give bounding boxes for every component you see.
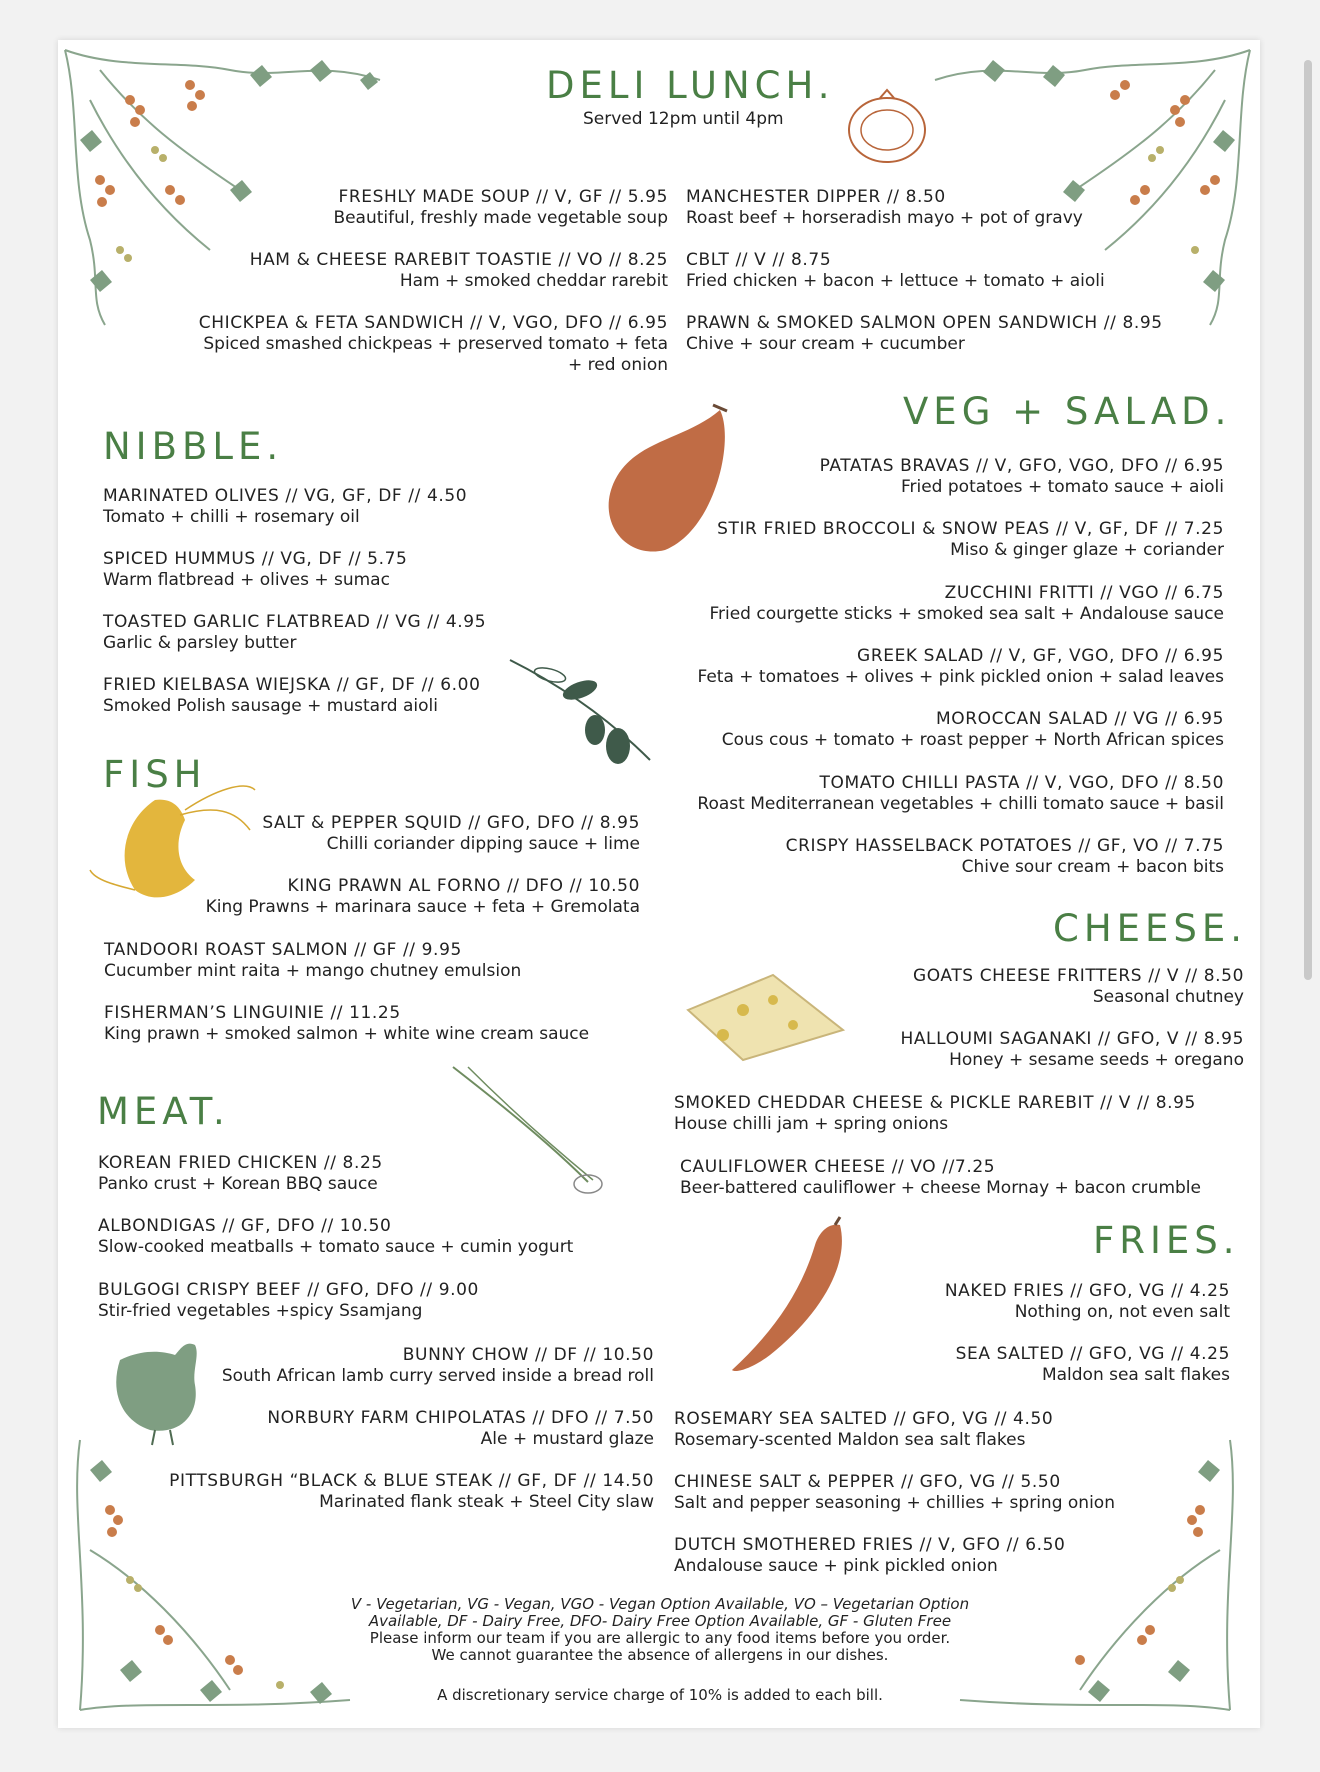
item-description: Tomato + chilli + rosemary oil [103,507,360,527]
item-name: KOREAN FRIED CHICKEN // 8.25 [98,1153,383,1173]
menu-item [913,966,1244,1008]
item-description: King Prawns + marinara sauce + feta + Gremolata [205,897,640,917]
menu-item [686,313,1163,355]
item-name: CHINESE SALT & PEPPER // GFO, VG // 5.50 [674,1472,1061,1492]
item-name: SEA SALTED // GFO, VG // 4.25 [955,1344,1230,1364]
menu-item [697,646,1224,688]
item-name: MARINATED OLIVES // VG, GF, DF // 4.50 [103,486,468,506]
item-description-continued: + red onion [568,355,668,375]
veg-salad-heading: VEG + SALAD. [903,390,1232,433]
item-description: Miso & ginger glaze + coriander [950,540,1224,560]
menu-item [674,1535,1065,1577]
item-description: South African lamb curry served inside a bread roll [221,1366,654,1386]
fish-heading: FISH [103,753,207,796]
item-name: CAULIFLOWER CHEESE // VO //7.25 [680,1157,996,1177]
item-description: Cous cous + tomato + roast pepper + North African spices [721,730,1224,750]
menu-item [686,187,1083,229]
item-name: BUNNY CHOW // DF // 10.50 [402,1345,654,1365]
item-name: STIR FRIED BROCCOLI & SNOW PEAS // V, GF, DF // 7.25 [717,519,1224,539]
menu-item [103,549,407,591]
item-description: Roast beef + horseradish mayo + pot of gravy [686,208,1083,228]
item-description: Maldon sea salt flakes [1041,1365,1230,1385]
item-description: Salt and pepper seasoning + chillies + spring onion [674,1493,1115,1513]
item-description: Cucumber mint raita + mango chutney emulsion [104,961,522,981]
menu-item [169,1471,654,1513]
page-title: DELI LUNCH. [546,64,835,107]
menu-item [104,1003,589,1045]
item-description: King prawn + smoked salmon + white wine cream sauce [104,1024,590,1044]
fries-heading: FRIES. [1093,1219,1240,1262]
item-description: Ham + smoked cheddar rarebit [399,271,668,291]
item-name: CHICKPEA & FETA SANDWICH // V, VGO, DFO // 6.95 [198,313,668,333]
menu-item [262,813,640,855]
item-name: HALLOUMI SAGANAKI // GFO, V // 8.95 [900,1029,1244,1049]
menu-item [250,250,668,292]
item-name: ZUCCHINI FRITTI // VGO // 6.75 [944,583,1224,603]
chilli-illustration [730,1215,850,1375]
menu-item [697,773,1224,815]
item-name: FRIED KIELBASA WIEJSKA // GF, DF // 6.00 [103,675,481,695]
item-name: NORBURY FARM CHIPOLATAS // DFO // 7.50 [267,1408,654,1428]
item-description: Garlic & parsley butter [103,633,297,653]
item-description: Fried chicken + bacon + lettuce + tomato + aioli [686,271,1105,291]
item-description: Smoked Polish sausage + mustard aioli [103,696,438,716]
legend-line-1: V - Vegetarian, VG - Vegan, VGO - Vegan Option Available, VO – Vegetarian Option [350,1595,970,1613]
dietary-legend [280,1596,1040,1664]
item-description: Honey + sesame seeds + oregano [949,1050,1244,1070]
item-name: SMOKED CHEDDAR CHEESE & PICKLE RAREBIT // V // 8.95 [674,1093,1196,1113]
item-name: GOATS CHEESE FRITTERS // V // 8.50 [912,966,1244,986]
allergy-notice-2: We cannot guarantee the absence of allergens in our dishes. [431,1646,889,1664]
menu-item [206,876,640,918]
menu-item [820,456,1224,498]
item-description: Roast Mediterranean vegetables + chilli tomato sauce + basil [697,794,1224,814]
item-description: Spiced smashed chickpeas + preserved tomato + feta [203,334,668,354]
item-description: Chilli coriander dipping sauce + lime [326,834,640,854]
item-name: BULGOGI CRISPY BEEF // GFO, DFO // 9.00 [98,1280,479,1300]
item-name: ROSEMARY SEA SALTED // GFO, VG // 4.50 [674,1409,1054,1429]
item-name: HAM & CHEESE RAREBIT TOASTIE // VO // 8.25 [249,250,668,270]
item-description: Rosemary-scented Maldon sea salt flakes [674,1430,1026,1450]
item-name: ALBONDIGAS // GF, DFO // 10.50 [98,1216,392,1236]
item-name: MANCHESTER DIPPER // 8.50 [686,187,946,207]
item-description: Andalouse sauce + pink pickled onion [674,1556,998,1576]
menu-item [103,486,467,528]
chicken-illustration [100,1330,220,1450]
item-name: KING PRAWN AL FORNO // DFO // 10.50 [287,876,640,896]
menu-item [104,940,521,982]
menu-item [674,1409,1053,1451]
item-description: Stir-fried vegetables +spicy Ssamjang [98,1301,423,1321]
item-description: Ale + mustard glaze [480,1429,654,1449]
item-name: TANDOORI ROAST SALMON // GF // 9.95 [104,940,462,960]
item-description: Beautiful, freshly made vegetable soup [333,208,668,228]
item-description: House chilli jam + spring onions [674,1114,949,1134]
served-hours: Served 12pm until 4pm [583,109,784,129]
tomato-illustration [842,86,932,166]
item-name: TOASTED GARLIC FLATBREAD // VG // 4.95 [103,612,487,632]
menu-item [709,583,1224,625]
olive-branch-illustration [500,650,660,770]
allergy-notice-1: Please inform our team if you are allergic to any food items before you order. [369,1629,951,1647]
menu-item [722,709,1224,751]
item-name: FISHERMAN’S LINGUINIE // 11.25 [104,1003,401,1023]
item-description: Seasonal chutney [1092,987,1244,1007]
menu-item [199,313,668,376]
menu-item [674,1472,1115,1514]
menu-item [717,519,1224,561]
menu-item [786,836,1224,878]
cheese-heading: CHEESE. [1053,907,1248,950]
menu-item [956,1344,1230,1386]
item-description: Slow-cooked meatballs + tomato sauce + cumin yogurt [98,1237,574,1257]
item-name: DUTCH SMOTHERED FRIES // V, GFO // 6.50 [674,1535,1066,1555]
item-name: MOROCCAN SALAD // VG // 6.95 [935,709,1224,729]
item-name: FRESHLY MADE SOUP // V, GF // 5.95 [338,187,668,207]
item-description: Chive sour cream + bacon bits [961,857,1224,877]
service-charge-note: A discretionary service charge of 10% is added to each bill. [437,1686,883,1704]
scrollbar[interactable] [1304,60,1312,980]
item-name: PITTSBURGH “BLACK & BLUE STEAK // GF, DF // 14.50 [169,1471,654,1491]
item-name: PATATAS BRAVAS // V, GFO, VGO, DFO // 6.95 [819,456,1224,476]
item-name: PRAWN & SMOKED SALMON OPEN SANDWICH // 8.95 [686,313,1163,333]
item-description: Feta + tomatoes + olives + pink pickled onion + salad leaves [697,667,1224,687]
menu-item [267,1408,654,1450]
item-description: Warm flatbread + olives + sumac [103,570,390,590]
item-name: NAKED FRIES // GFO, VG // 4.25 [944,1281,1230,1301]
spring-onion-illustration [448,1062,608,1202]
menu-item [686,250,1105,292]
cheese-illustration [683,970,848,1065]
menu-item [333,187,668,229]
menu-item [98,1216,573,1258]
menu-item [900,1029,1244,1071]
item-name: GREEK SALAD // V, GF, VGO, DFO // 6.95 [857,646,1224,666]
item-name: TOMATO CHILLI PASTA // V, VGO, DFO // 8.50 [819,773,1224,793]
menu-item [680,1157,1201,1199]
item-name: SALT & PEPPER SQUID // GFO, DFO // 8.95 [262,813,640,833]
item-name: CRISPY HASSELBACK POTATOES // GF, VO // 7.75 [785,836,1224,856]
item-description: Panko crust + Korean BBQ sauce [98,1174,378,1194]
item-name: CBLT // V // 8.75 [686,250,832,270]
item-description: Fried courgette sticks + smoked sea salt + Andalouse sauce [709,604,1224,624]
item-description: Marinated flank steak + Steel City slaw [319,1492,654,1512]
menu-item [674,1093,1196,1135]
item-description: Nothing on, not even salt [1014,1302,1230,1322]
menu-item [98,1153,383,1195]
menu-item [98,1280,479,1322]
item-description: Beer-battered cauliflower + cheese Mornay + bacon crumble [680,1178,1201,1198]
menu-item [222,1345,654,1387]
meat-heading: MEAT. [97,1090,230,1133]
menu-item [103,612,486,654]
item-description: Fried potatoes + tomato sauce + aioli [900,477,1224,497]
menu-item [103,675,481,717]
item-name: SPICED HUMMUS // VG, DF // 5.75 [103,549,408,569]
nibble-heading: NIBBLE. [103,425,284,468]
legend-line-2: Available, DF - Dairy Free, DFO- Dairy Free Option Available, GF - Gluten Free [368,1612,952,1630]
potato-illustration [595,400,735,560]
menu-item [945,1281,1230,1323]
item-description: Chive + sour cream + cucumber [686,334,965,354]
